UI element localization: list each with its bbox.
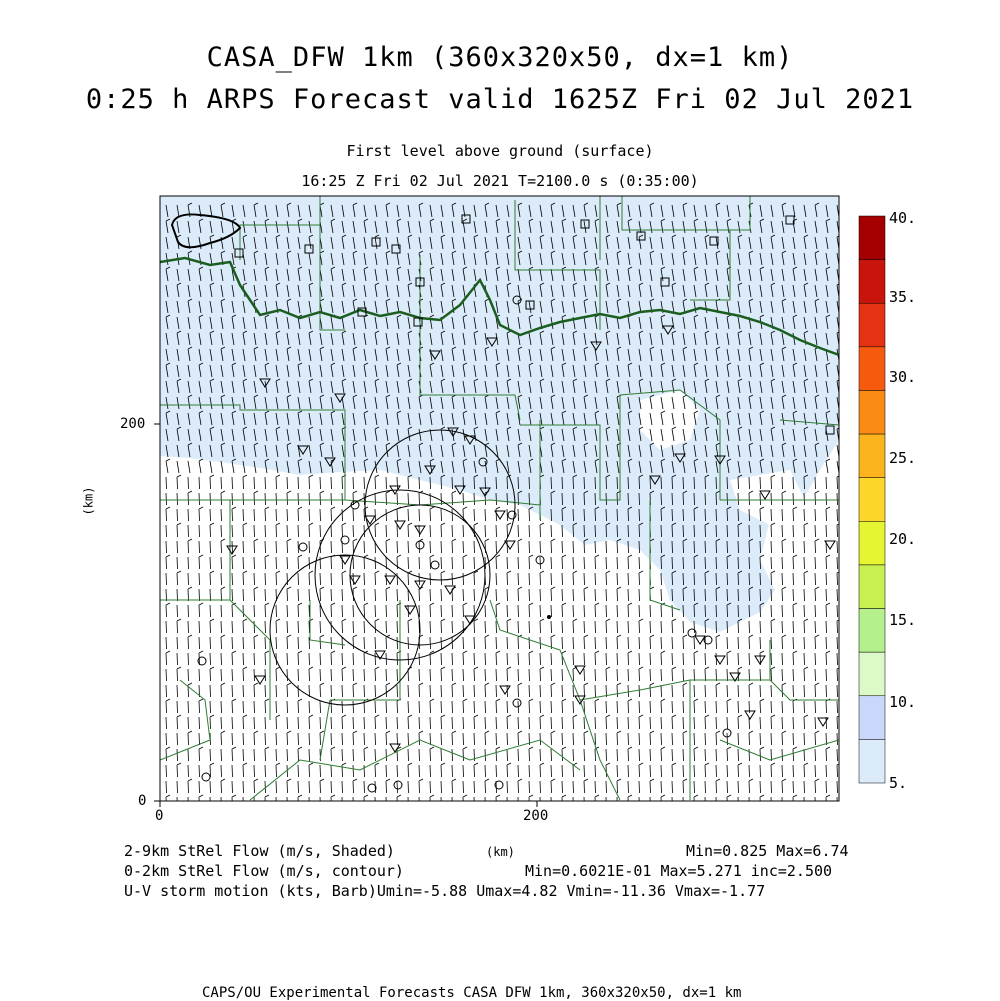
plot-title-line1: CASA_DFW 1km (360x320x50, dx=1 km)	[206, 42, 794, 73]
colorbar-segment	[859, 390, 885, 434]
colorbar-label-5: 5.	[889, 774, 908, 792]
y-axis-unit: (km)	[81, 486, 96, 516]
colorbar-segment	[859, 303, 885, 347]
station-dot	[547, 615, 551, 619]
colorbar-label-35: 35.	[889, 288, 917, 306]
legend-contour: 0-2km StRel Flow (m/s, contour)	[124, 862, 404, 880]
y-tick-200: 200	[120, 416, 146, 432]
credit-line: CAPS/OU Experimental Forecasts CASA DFW 1km, 360x320x50, dx=1 km	[202, 985, 742, 1001]
colorbar-label-25: 25.	[889, 449, 917, 467]
x-axis-unit: (km)	[486, 845, 515, 859]
colorbar-label-15: 15.	[889, 611, 917, 629]
colorbar-label-40: 40.	[889, 209, 917, 227]
colorbar-segment	[859, 347, 885, 391]
colorbar-segment	[859, 609, 885, 653]
colorbar-segment	[859, 478, 885, 522]
colorbar-segment	[859, 216, 885, 260]
colorbar-label-10: 10.	[889, 693, 917, 711]
colorbar-segment	[859, 565, 885, 609]
level-subtitle: First level above ground (surface)	[346, 142, 654, 160]
colorbar-segment	[859, 521, 885, 565]
legend-shaded-stats: Min=0.825 Max=6.74	[686, 842, 849, 860]
time-subtitle: 16:25 Z Fri 02 Jul 2021 T=2100.0 s (0:35:00)	[301, 172, 699, 190]
colorbar	[859, 216, 885, 783]
colorbar-segment	[859, 696, 885, 740]
colorbar-segment	[859, 652, 885, 696]
colorbar-segment	[859, 434, 885, 478]
legend-shaded: 2-9km StRel Flow (m/s, Shaded)	[124, 842, 395, 860]
legend-contour-stats: Min=0.6021E-01 Max=5.271 inc=2.500	[525, 862, 833, 880]
colorbar-segment	[859, 739, 885, 783]
colorbar-segment	[859, 260, 885, 304]
colorbar-label-30: 30.	[889, 368, 917, 386]
colorbar-label-20: 20.	[889, 530, 917, 548]
x-tick-200: 200	[523, 808, 549, 824]
legend-barbs: U-V storm motion (kts, Barb)Umin=-5.88 Umax=4.82 Vmin=-11.36 Vmax=-1.77	[124, 882, 766, 900]
x-tick-0: 0	[155, 808, 164, 824]
plot-title-line2: 0:25 h ARPS Forecast valid 1625Z Fri 02 Jul 2021	[85, 84, 915, 115]
y-tick-0: 0	[138, 793, 147, 809]
